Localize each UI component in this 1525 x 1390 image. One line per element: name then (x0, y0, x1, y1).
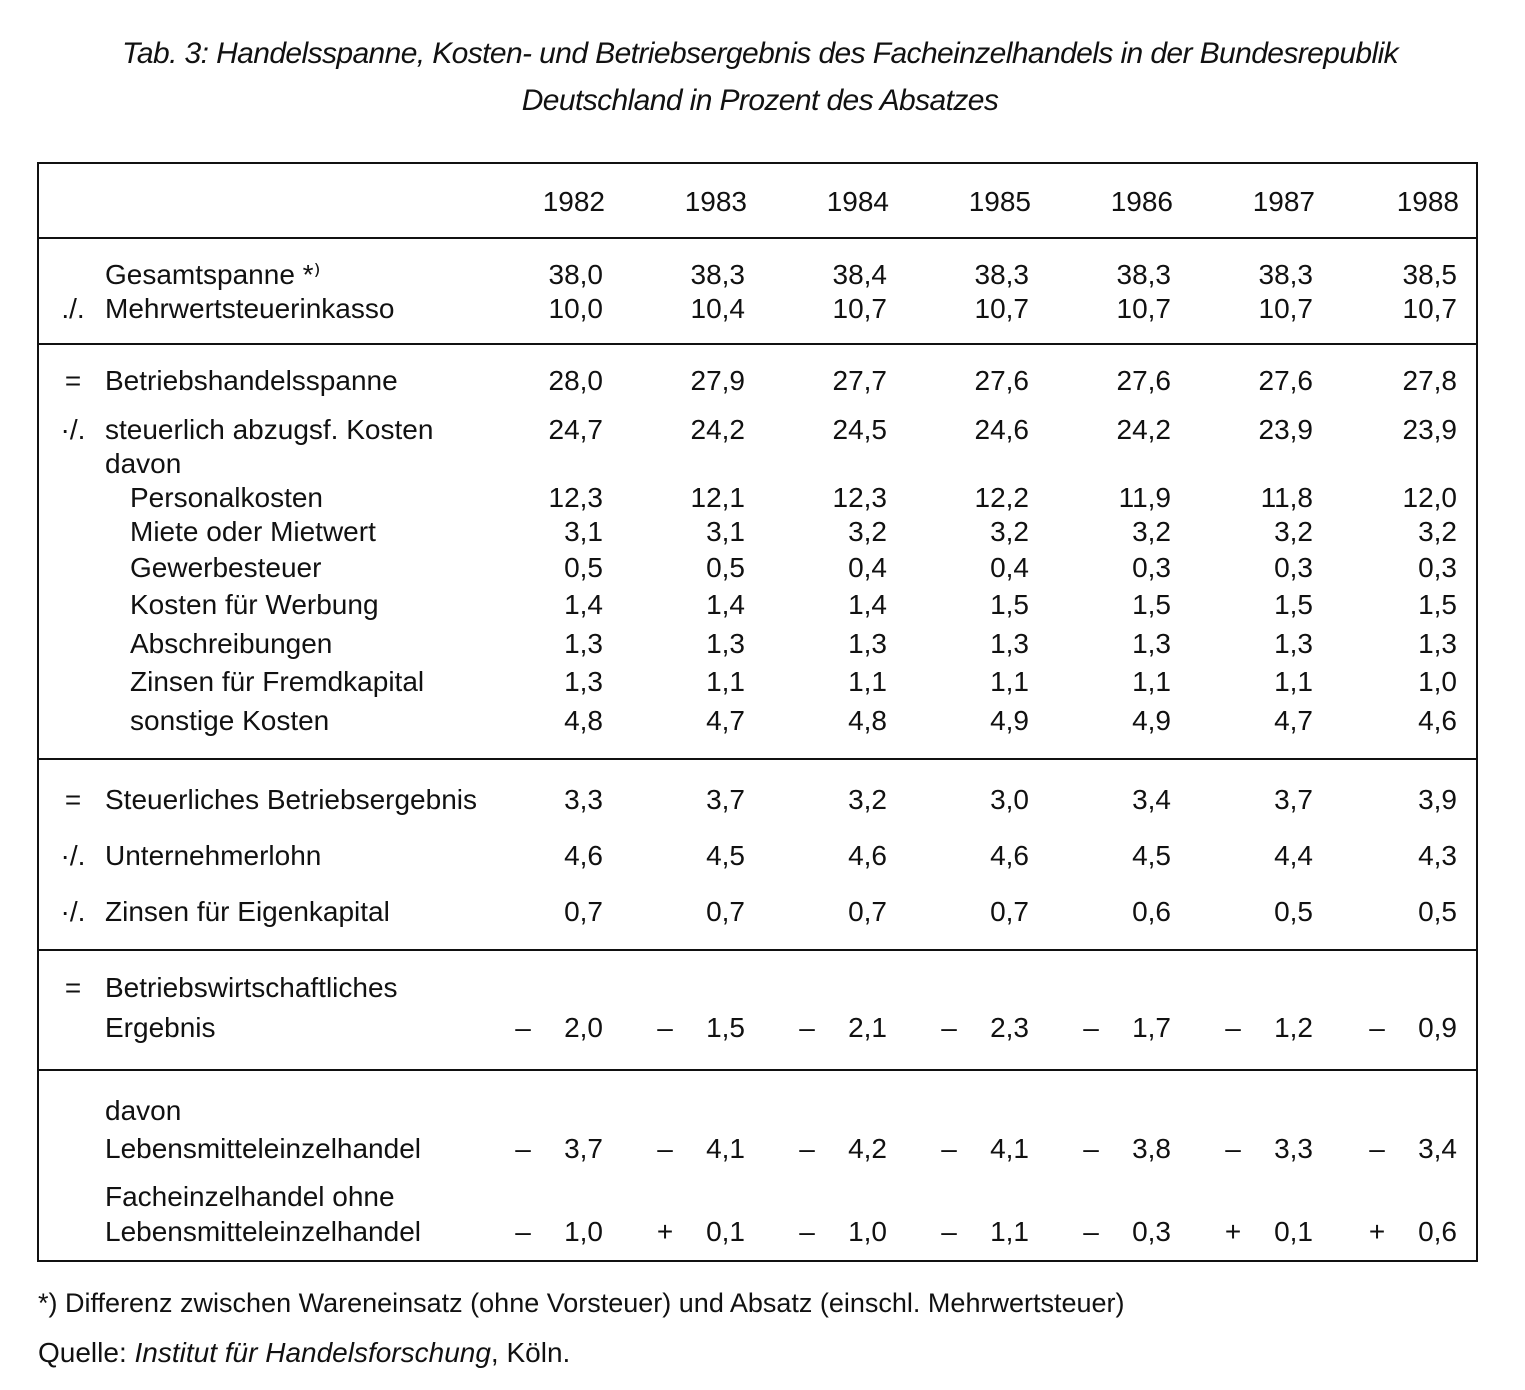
table-cell: 38,3 (1116, 259, 1171, 290)
table-cell: 38,3 (690, 259, 745, 290)
row-label: Personalkosten (130, 482, 324, 513)
table-cell: 4,3 (1418, 840, 1457, 871)
sign-cell: – (799, 1133, 815, 1164)
row-prefix: ·/. (60, 840, 86, 871)
table-cell: 1,4 (848, 589, 887, 620)
table-cell: 23,9 (1258, 414, 1313, 445)
table-cell: 1,1 (1274, 666, 1313, 697)
table-cell: 3,4 (1132, 784, 1171, 815)
table-cell: 4,5 (706, 840, 745, 871)
sign-cell: – (941, 1133, 957, 1164)
row-label: steuerlich abzugsf. Kosten (105, 414, 434, 445)
table-cell: 0,3 (1418, 552, 1457, 583)
table-cell: 0,5 (1274, 896, 1313, 927)
row-label: Lebensmitteleinzelhandel (105, 1216, 421, 1247)
row-label: Betriebshandelsspanne (105, 365, 398, 396)
table-cell: 11,8 (1260, 482, 1313, 513)
section-divider-3 (39, 949, 1476, 951)
table-cell: 1,1 (848, 666, 887, 697)
table-cell: 2,1 (848, 1012, 887, 1043)
table-cell: 28,0 (548, 365, 603, 396)
table-cell: 3,8 (1132, 1133, 1171, 1164)
table-cell: 0,7 (564, 896, 603, 927)
table-cell: 10,7 (832, 293, 887, 324)
table-cell: 12,3 (548, 482, 603, 513)
table-cell: 1,4 (564, 589, 603, 620)
table-cell: 1,5 (990, 589, 1029, 620)
sign-cell: – (1083, 1216, 1099, 1247)
caption-line-1: Tab. 3: Handelsspanne, Kosten- und Betriebsergebnis des Facheinzelhandels in der Bundesrepublik (121, 37, 1399, 70)
row-label: Zinsen für Fremdkapital (130, 666, 425, 697)
year-header: 1987 (1252, 186, 1315, 217)
table-cell: 1,3 (1132, 628, 1171, 659)
row-label: Steuerliches Betriebsergebnis (105, 784, 477, 815)
table-cell: 0,1 (1274, 1216, 1313, 1247)
table-cell: 4,4 (1274, 840, 1313, 871)
table-cell: 4,7 (706, 705, 745, 736)
row-label: davon (105, 1095, 182, 1126)
header-divider (39, 237, 1476, 239)
table-cell: 38,4 (832, 259, 887, 290)
sign-cell: + (1368, 1216, 1386, 1247)
table-cell: 2,0 (564, 1012, 603, 1043)
table-cell: 1,0 (1418, 666, 1457, 697)
year-header: 1988 (1396, 186, 1459, 217)
table-cell: 3,2 (848, 784, 887, 815)
table-cell: 3,2 (1132, 516, 1171, 547)
table-cell: 4,6 (990, 840, 1029, 871)
table-cell: 10,7 (974, 293, 1029, 324)
table-cell: 0,6 (1418, 1216, 1457, 1247)
table-cell: 0,3 (1274, 552, 1313, 583)
table-cell: 10,7 (1116, 293, 1171, 324)
table-cell: 1,3 (564, 666, 603, 697)
table-cell: 4,8 (564, 705, 603, 736)
table-cell: 3,3 (1274, 1133, 1313, 1164)
table-cell: 1,5 (1418, 589, 1457, 620)
footnote: *) Differenz zwischen Wareneinsatz (ohne Vorsteuer) und Absatz (einschl. Mehrwertsteuer) (38, 1288, 1125, 1318)
table-cell: 1,0 (564, 1216, 603, 1247)
year-header: 1986 (1110, 186, 1173, 217)
table-cell: 38,5 (1402, 259, 1457, 290)
sign-cell: + (1224, 1216, 1242, 1247)
table-cell: 12,0 (1402, 482, 1457, 513)
table-cell: 3,2 (1418, 516, 1457, 547)
sign-cell: – (657, 1133, 673, 1164)
table-cell: 3,1 (564, 516, 603, 547)
sign-cell: – (657, 1012, 673, 1043)
sign-cell: – (1225, 1133, 1241, 1164)
table-cell: 3,2 (1274, 516, 1313, 547)
row-label: Betriebswirtschaftliches (105, 972, 398, 1003)
table-cell: 4,6 (1418, 705, 1457, 736)
table-cell: 38,0 (548, 259, 603, 290)
table-cell: 1,3 (1274, 628, 1313, 659)
table-cell: 4,5 (1132, 840, 1171, 871)
table-cell: 1,5 (1132, 589, 1171, 620)
sign-cell: – (799, 1012, 815, 1043)
table-cell: 3,7 (1274, 784, 1313, 815)
row-prefix: ·/. (60, 896, 86, 927)
table-cell: 12,1 (690, 482, 745, 513)
table-cell: 0,3 (1132, 1216, 1171, 1247)
table-cell: 4,6 (564, 840, 603, 871)
year-header: 1982 (542, 186, 605, 217)
table-cell: 4,6 (848, 840, 887, 871)
table-cell: 3,9 (1418, 784, 1457, 815)
table-cell: 0,1 (706, 1216, 745, 1247)
table-cell: 0,7 (706, 896, 745, 927)
table-cell: 27,8 (1402, 365, 1457, 396)
table-cell: 1,1 (990, 666, 1029, 697)
table-cell: 1,5 (1274, 589, 1313, 620)
sign-cell: – (1369, 1012, 1385, 1043)
row-label: Ergebnis (105, 1012, 216, 1043)
table-cell: 0,4 (990, 552, 1029, 583)
sign-cell: – (799, 1216, 815, 1247)
table-cell: 4,1 (706, 1133, 745, 1164)
row-prefix: = (64, 365, 82, 396)
sign-cell: – (1083, 1133, 1099, 1164)
source-institute: Institut für Handelsforschung (134, 1337, 491, 1368)
table-cell: 3,7 (564, 1133, 603, 1164)
year-header: 1983 (684, 186, 747, 217)
table-cell: 0,5 (1418, 896, 1457, 927)
row-prefix: = (64, 784, 82, 815)
table-cell: 4,7 (1274, 705, 1313, 736)
row-label: Zinsen für Eigenkapital (105, 896, 390, 927)
year-header: 1985 (968, 186, 1031, 217)
table-cell: 24,2 (1116, 414, 1171, 445)
table-cell: 3,1 (706, 516, 745, 547)
sign-cell: – (1369, 1133, 1385, 1164)
table-cell: 11,9 (1118, 482, 1171, 513)
sign-cell: – (941, 1012, 957, 1043)
section-divider-4 (39, 1069, 1476, 1071)
table-cell: 1,3 (564, 628, 603, 659)
table-cell: 1,0 (848, 1216, 887, 1247)
row-prefix: ·/. (60, 414, 86, 445)
table-cell: 23,9 (1402, 414, 1457, 445)
table-cell: 0,6 (1132, 896, 1171, 927)
table-cell: 38,3 (1258, 259, 1313, 290)
year-header: 1984 (826, 186, 889, 217)
table-cell: 24,7 (548, 414, 603, 445)
table-cell: 10,4 (690, 293, 745, 324)
data-table (37, 162, 1478, 1262)
row-label: davon (105, 448, 182, 479)
row-label: Abschreibungen (130, 628, 333, 659)
table-cell: 1,4 (706, 589, 745, 620)
sign-cell: – (515, 1133, 531, 1164)
table-cell: 1,1 (706, 666, 745, 697)
table-cell: 24,5 (832, 414, 887, 445)
table-cell: 1,2 (1274, 1012, 1313, 1043)
sign-cell: – (1083, 1012, 1099, 1043)
table-cell: 3,2 (990, 516, 1029, 547)
section-divider-2 (39, 758, 1476, 760)
table-cell: 24,2 (690, 414, 745, 445)
row-prefix: = (64, 972, 82, 1003)
row-label: sonstige Kosten (130, 705, 330, 736)
table-cell: 1,3 (848, 628, 887, 659)
table-cell: 4,9 (1132, 705, 1171, 736)
table-cell: 1,7 (1132, 1012, 1171, 1043)
row-prefix: ./. (61, 293, 85, 324)
table-cell: 0,7 (990, 896, 1029, 927)
sign-cell: – (515, 1216, 531, 1247)
table-cell: 4,8 (848, 705, 887, 736)
table-cell: 4,1 (990, 1133, 1029, 1164)
source-line (38, 1337, 570, 1369)
table-cell: 12,3 (832, 482, 887, 513)
table-cell: 1,1 (990, 1216, 1029, 1247)
table-cell: 38,3 (974, 259, 1029, 290)
table-cell: 10,7 (1402, 293, 1457, 324)
table-cell: 0,9 (1418, 1012, 1457, 1043)
table-cell: 27,6 (974, 365, 1029, 396)
sign-cell: – (1225, 1012, 1241, 1043)
table-cell: 27,7 (832, 365, 887, 396)
table-cell: 10,0 (548, 293, 603, 324)
row-label: Gewerbesteuer (130, 552, 322, 583)
table-cell: 3,4 (1418, 1133, 1457, 1164)
table-cell: 1,1 (1132, 666, 1171, 697)
table-cell: 3,0 (990, 784, 1029, 815)
row-label: Mehrwertsteuerinkasso (105, 293, 395, 324)
sign-cell: – (515, 1012, 531, 1043)
table-cell: 0,3 (1132, 552, 1171, 583)
table-cell: 3,7 (706, 784, 745, 815)
table-cell: 0,5 (706, 552, 745, 583)
table-caption (40, 30, 1480, 124)
row-label: Miete oder Mietwert (130, 516, 376, 547)
table-cell: 4,2 (848, 1133, 887, 1164)
table-cell: 0,5 (564, 552, 603, 583)
table-cell: 12,2 (974, 482, 1029, 513)
row-label: Lebensmitteleinzelhandel (105, 1133, 421, 1164)
table-cell: 1,5 (706, 1012, 745, 1043)
table-cell: 4,9 (990, 705, 1029, 736)
sign-cell: – (941, 1216, 957, 1247)
table-cell: 0,7 (848, 896, 887, 927)
source-prefix: Quelle: (38, 1337, 135, 1368)
table-cell: 2,3 (990, 1012, 1029, 1043)
sign-cell: + (656, 1216, 674, 1247)
row-label: Kosten für Werbung (130, 589, 379, 620)
table-cell: 27,9 (690, 365, 745, 396)
table-cell: 1,3 (1418, 628, 1457, 659)
table-cell: 3,2 (848, 516, 887, 547)
row-label: Gesamtspanne *⁾ (105, 259, 321, 290)
table-cell: 24,6 (974, 414, 1029, 445)
table-cell: 1,3 (706, 628, 745, 659)
caption-line-2: Deutschland in Prozent des Absatzes (521, 84, 999, 117)
table-cell: 27,6 (1258, 365, 1313, 396)
source-suffix: , Köln. (490, 1337, 571, 1368)
row-label: Facheinzelhandel ohne (105, 1181, 395, 1212)
table-cell: 1,3 (990, 628, 1029, 659)
table-cell: 0,4 (848, 552, 887, 583)
table-cell: 3,3 (564, 784, 603, 815)
row-label: Unternehmerlohn (105, 840, 322, 871)
table-cell: 10,7 (1258, 293, 1313, 324)
section-divider-1 (39, 343, 1476, 345)
table-cell: 27,6 (1116, 365, 1171, 396)
